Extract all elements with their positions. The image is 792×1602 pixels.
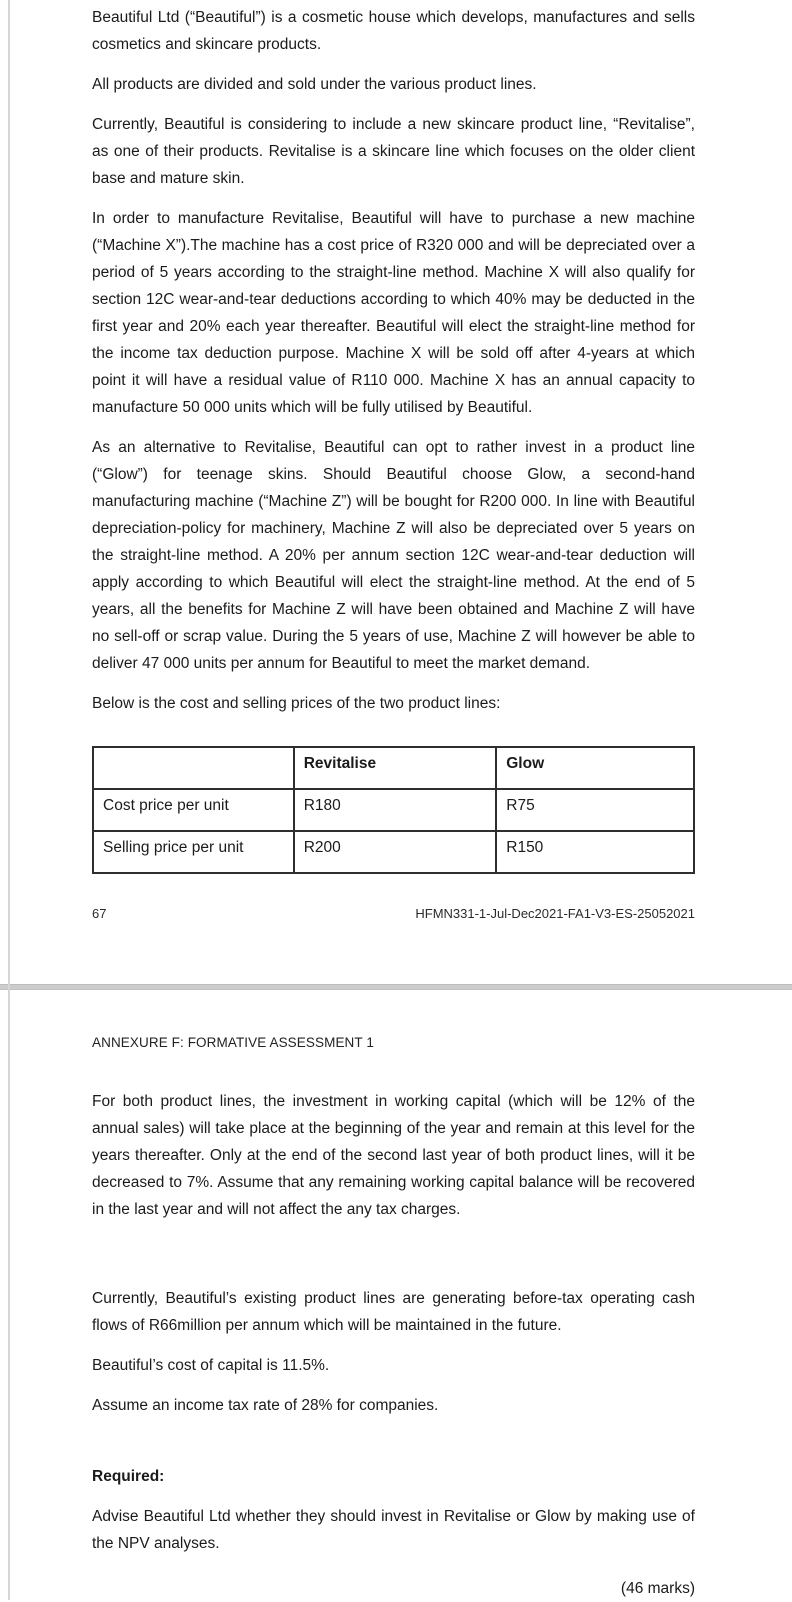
footer-page-number: 67 (92, 906, 107, 921)
revitalise-paragraph: Currently, Beautiful is considering to include a new skincare product line, “Revitalise”, as one of their products. Revitalise is a skincare line which focuses on the older client base and mature skin. (92, 116, 695, 187)
cost-price-glow: R75 (496, 789, 694, 831)
table-row-selling-price (93, 831, 694, 873)
cost-price-revitalise: R180 (294, 789, 497, 831)
price-table-header-glow: Glow (496, 747, 694, 789)
table-row-cost-price (93, 789, 694, 831)
marks-label: (46 marks) (620, 1580, 695, 1597)
tax-rate-paragraph: Assume an income tax rate of 28% for companies. (92, 1397, 439, 1414)
price-table-header-revitalise: Revitalise (294, 747, 497, 789)
cost-price-label: Cost price per unit (93, 789, 294, 831)
existing-cash-flows-paragraph: Currently, Beautiful’s existing product lines are generating before-tax operating cash flows of R66million per annum which will be maintained in the future. (92, 1290, 695, 1334)
selling-price-revitalise: R200 (294, 831, 497, 873)
intro-paragraph: Beautiful Ltd (“Beautiful”) is a cosmetic house which develops, manufactures and sells cosmetics and skincare products. (92, 9, 695, 53)
price-table (92, 746, 695, 874)
page-footer (92, 906, 695, 921)
selling-price-glow: R150 (496, 831, 694, 873)
machine-z-paragraph: As an alternative to Revitalise, Beautiful can opt to rather invest in a product line (“Glow”) for teenage skins. Should Beautiful choose Glow, a second-hand manufacturing machine (“Machine Z”) will be bought for R200 000. In line with Beautiful depreciation-policy for machinery, Machine Z will also be depreciated over 5 years on the straight-line method. A 20% per annum section 12C wear-and-tear deduction will apply according to which Beautiful will elect the straight-line method. At the end of 5 years, all the benefits for Machine Z will have been obtained and Machine Z will have no sell-off or scrap value. During the 5 years of use, Machine Z will however be able to deliver 47 000 units per annum for Beautiful to meet the market demand. (92, 439, 695, 672)
page-edge-line (8, 0, 10, 1600)
price-table-header-row (93, 747, 694, 789)
page-2 (0, 990, 792, 1602)
selling-price-label: Selling price per unit (93, 831, 294, 873)
annexure-heading: ANNEXURE F: FORMATIVE ASSESSMENT 1 (92, 1035, 374, 1050)
table-intro-paragraph: Below is the cost and selling prices of the two product lines: (92, 695, 501, 712)
machine-x-paragraph: In order to manufacture Revitalise, Beautiful will have to purchase a new machine (“Machine X”).The machine has a cost price of R320 000 and will be depreciated over a period of 5 years according to the straight-line method. Machine X will also qualify for section 12C wear-and-tear deductions according to which 40% may be deducted in the first year and 20% each year thereafter. Beautiful will elect the straight-line method for the income tax deduction purpose. Machine X will be sold off after 4-years at which point it will have a residual value of R110 000. Machine X has an annual capacity to manufacture 50 000 units which will be fully utilised by Beautiful. (92, 210, 695, 416)
product-lines-paragraph: All products are divided and sold under the various product lines. (92, 76, 537, 93)
price-table-header-empty (93, 747, 294, 789)
cost-of-capital-paragraph: Beautiful’s cost of capital is 11.5%. (92, 1357, 330, 1374)
working-capital-paragraph: For both product lines, the investment in working capital (which will be 12% of the annual sales) will take place at the beginning of the year and remain at this level for the years thereafter. Only at the end of the second last year of both product lines, will it be decreased to 7%. Assume that any remaining working capital balance will be recovered in the last year and will not affect the any tax charges. (92, 1093, 695, 1218)
required-text: Advise Beautiful Ltd whether they should invest in Revitalise or Glow by making use of the NPV analyses. (92, 1508, 695, 1552)
required-label: Required: (92, 1468, 165, 1485)
footer-doc-code: HFMN331-1-Jul-Dec2021-FA1-V3-ES-25052021 (415, 906, 695, 921)
